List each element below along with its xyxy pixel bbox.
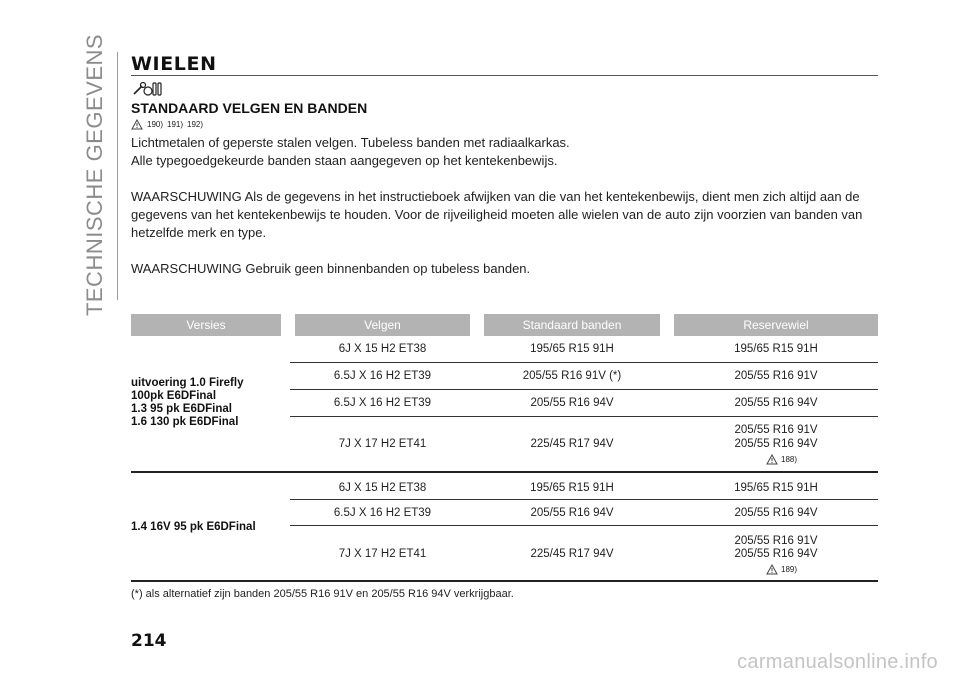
intro-line: Lichtmetalen of geperste stalen velgen. Tubeless banden met radiaalkarkas.: [131, 135, 570, 150]
tyre-cell: 205/55 R16 94V: [530, 397, 614, 409]
table-header-spare: Reservewiel: [674, 314, 878, 336]
header-rule: [131, 75, 878, 76]
warning-triangle-icon: [766, 564, 778, 575]
version-line: 1.6 130 pk E6DFinal: [131, 416, 239, 428]
rim-cell: 7J X 17 H2 ET41: [338, 438, 427, 450]
warning-ref: 189): [781, 565, 798, 574]
rim-cell: 6.5J X 16 H2 ET39: [333, 370, 432, 382]
warning-ref: 188): [781, 455, 798, 464]
tyre-cell: 205/55 R16 94V: [530, 507, 614, 519]
table-bottom-rule: [131, 580, 878, 582]
warning-paragraph: WAARSCHUWING Gebruik geen binnenbanden op tubeless banden.: [131, 261, 531, 276]
table-header-tyres: Standaard banden: [484, 314, 660, 336]
version-group-1: [131, 377, 243, 429]
version-group-2: [131, 521, 256, 534]
rim-cell: 6J X 15 H2 ET38: [338, 482, 427, 494]
warning-ref: 190): [147, 120, 164, 129]
rim-cell: 6.5J X 16 H2 ET39: [333, 397, 432, 409]
watermark: carmanualsonline.info: [737, 651, 938, 673]
warning-triangle-icon: [131, 119, 143, 130]
tyre-cell: 225/45 R17 94V: [530, 438, 614, 450]
tyre-cell: 195/65 R15 91H: [530, 343, 614, 355]
row-divider: [290, 389, 878, 390]
row-divider: [290, 525, 878, 526]
rim-cell: 6J X 15 H2 ET38: [338, 343, 427, 355]
spare-cell: 205/55 R16 94V: [734, 397, 818, 409]
subsection-title: STANDAARD VELGEN EN BANDEN: [131, 100, 368, 116]
spare-cell: 205/55 R16 94V: [734, 548, 818, 560]
intro-line: Alle typegoedgekeurde banden staan aangegeven op het kentekenbewijs.: [131, 153, 558, 168]
row-warning-ref: [766, 454, 797, 465]
row-divider: [290, 416, 878, 417]
spare-cell: 205/55 R16 91V: [734, 535, 818, 547]
spare-cell: 195/65 R15 91H: [734, 482, 818, 494]
side-divider: [117, 52, 118, 300]
spare-cell: 205/55 R16 94V: [734, 438, 818, 450]
row-divider: [290, 499, 878, 500]
row-warning-ref: [766, 564, 797, 575]
warning-paragraph: WAARSCHUWING Als de gegevens in het instructieboek afwijken van die van het kentekenbewijs, dient men zich altijd aan de gegevens van het kentekenbewijs te houden. Voor de rijveiligheid moeten alle wielen van de auto zijn voorzien van banden van hetzelfde merk en type.: [131, 189, 863, 240]
tyre-cell: 195/65 R15 91H: [530, 482, 614, 494]
row-divider: [290, 362, 878, 363]
version-line: 1.3 95 pk E6DFinal: [131, 403, 232, 415]
group-divider: [131, 471, 878, 473]
warning-ref: 191): [167, 120, 184, 129]
warning-triangle-icon: [766, 454, 778, 465]
side-chapter-label: TECHNISCHE GEGEVENS: [82, 33, 108, 317]
warning-ref: 192): [187, 120, 204, 129]
table-header-rims: Velgen: [295, 314, 470, 336]
wheel-wrench-icon: [132, 80, 164, 98]
warning-references: [131, 119, 203, 130]
version-line: 100pk E6DFinal: [131, 390, 217, 402]
version-line: 1.4 16V 95 pk E6DFinal: [131, 521, 256, 533]
tyre-cell: 205/55 R16 91V (*): [522, 370, 622, 382]
spare-cell: 205/55 R16 94V: [734, 507, 818, 519]
spare-cell: 205/55 R16 91V: [734, 424, 818, 436]
table-footnote: (*) als alternatief zijn banden 205/55 R16 91V en 205/55 R16 94V verkrijgbaar.: [131, 588, 514, 600]
rim-cell: 7J X 17 H2 ET41: [338, 548, 427, 560]
spare-cell: 195/65 R15 91H: [734, 343, 818, 355]
rim-cell: 6.5J X 16 H2 ET39: [333, 507, 432, 519]
version-line: uitvoering 1.0 Firefly: [131, 377, 244, 389]
table-header-versions: Versies: [131, 314, 281, 336]
tyre-cell: 225/45 R17 94V: [530, 548, 614, 560]
section-title: WIELEN: [131, 53, 217, 75]
page-number: 214: [131, 631, 167, 651]
spare-cell: 205/55 R16 91V: [734, 370, 818, 382]
side-chapter-tab: [80, 33, 110, 317]
